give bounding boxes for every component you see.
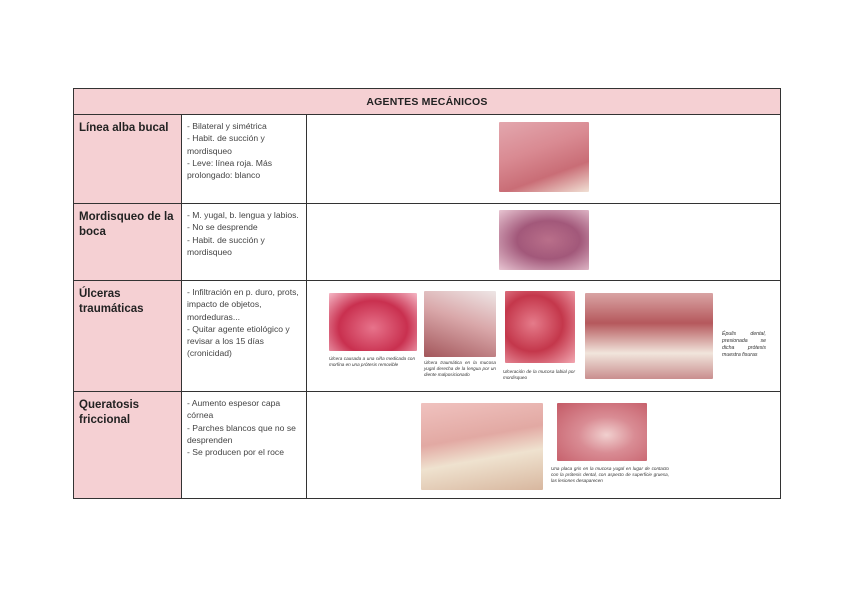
ulcera-photo-2	[424, 291, 496, 357]
row-images-linea-alba	[307, 115, 781, 204]
desc-item: - Bilateral y simétrica	[187, 121, 267, 131]
desc-item: - No se desprende	[187, 222, 258, 233]
ulcera-caption-4: Épulis dental, presionada se dicha prótesis muestra fisuras	[722, 331, 766, 358]
ulcera-photo-3	[505, 291, 575, 363]
queratosis-photo-2	[557, 403, 647, 461]
desc-item: - Leve: línea roja. Más prolongado: blanco	[187, 157, 273, 181]
linea-alba-photo	[499, 122, 589, 192]
ulcera-photo-1	[329, 293, 417, 351]
row-name-queratosis: Queratosis friccional	[74, 392, 182, 499]
ulcera-caption-3: Ulceración de la mucosa labial por mordisqueo	[503, 369, 575, 380]
desc-item: - Parches blancos que no se desprenden	[187, 422, 296, 445]
row-name-ulceras: Úlceras traumáticas	[74, 281, 182, 392]
row-desc-queratosis	[182, 392, 307, 499]
ulcera-photo-4	[585, 293, 713, 379]
row-images-mordisqueo	[307, 204, 781, 281]
desc-item: - Infiltración en p. duro, prots, impacto de objetos, mordeduras...	[187, 287, 299, 322]
desc-item: - Quitar agente etiológico y revisar a los 15 días (cronicidad)	[187, 323, 290, 359]
desc-item: - M. yugal, b. lengua y labios.	[187, 210, 299, 220]
row-desc-ulceras	[182, 281, 307, 392]
desc-item: - Habit. de succión y mordisqueo	[187, 234, 265, 257]
row-images-ulceras	[307, 281, 781, 392]
desc-item: - Aumento espesor capa córnea	[187, 398, 281, 421]
ulcera-caption-2: Úlcera traumática en la mucosa yugal derecha de la lengua por un diente malposicionado	[424, 360, 496, 377]
ulcera-caption-1: Úlcera causada a una niña medicada con morfina en una prótesis removible	[329, 356, 415, 367]
row-desc-mordisqueo	[182, 204, 307, 281]
table-title: AGENTES MECÁNICOS	[74, 89, 781, 115]
row-desc-linea-alba	[182, 115, 307, 204]
agentes-mecanicos-table	[73, 88, 781, 499]
row-name-linea-alba: Línea alba bucal	[74, 115, 182, 204]
desc-item: - Habit. de succión y mordisqueo	[187, 133, 265, 156]
row-images-queratosis	[307, 392, 781, 499]
mordisqueo-photo	[499, 210, 589, 270]
queratosis-caption: Una placa gris en la mucosa yugal en lugar de contacto con la prótesis dental, con aspecto de superficie gruesa, las lesiones desaparecen	[551, 466, 669, 483]
row-name-mordisqueo: Mordisqueo de la boca	[74, 204, 182, 281]
queratosis-photo-1	[421, 403, 543, 490]
desc-item: - Se producen por el roce	[187, 447, 284, 458]
